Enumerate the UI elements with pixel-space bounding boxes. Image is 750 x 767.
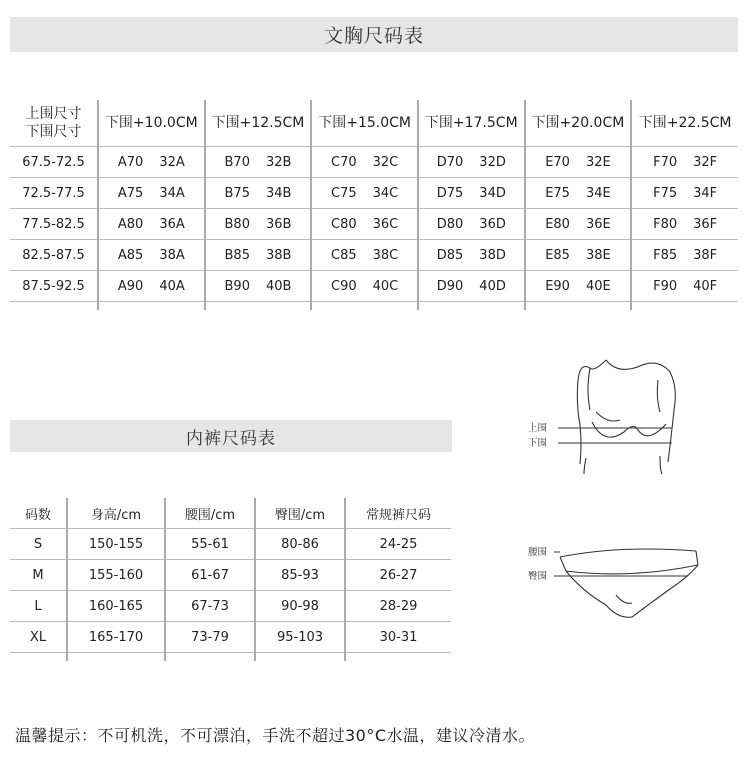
us-size: 40F [693,278,718,294]
bra-size-cell [98,271,205,302]
us-size: 40B [265,278,292,294]
bra-size-cell [98,240,205,271]
panty-column-header: 臀围/cm [255,498,345,529]
eu-size: E80 [545,216,570,232]
us-size: 40A [159,278,185,294]
brief-hip-label: 臀围 [528,571,548,582]
bra-size-cell [631,209,738,240]
panty-size-cell: 30-31 [345,622,451,653]
panty-size-cell: 160-165 [67,591,165,622]
bra-column-header: 下围+17.5CM [418,100,525,147]
panty-header-row [10,498,451,529]
torso-measurement-figure [520,350,690,475]
eu-size: C80 [331,216,357,232]
panty-table-row [10,622,451,653]
panty-size-cell: 61-67 [165,560,255,591]
care-note: 温馨提示：不可机洗，不可漂泊，手洗不超过30°C水温，建议冷清水。 [15,726,536,745]
eu-size: A90 [117,278,144,294]
bra-size-title: 文胸尺码表 [10,17,738,52]
panty-table-row [10,529,451,560]
bra-size-cell [98,209,205,240]
brief-measurement-figure [520,535,720,630]
panty-size-cell: 95-103 [255,622,345,653]
eu-size: D75 [436,185,464,201]
us-size: 36A [159,216,185,232]
eu-size: F90 [653,278,678,294]
panty-size-cell: 55-61 [165,529,255,560]
eu-size: D85 [436,247,464,263]
bra-size-cell [525,178,632,209]
bra-size-cell [98,178,205,209]
panty-size-code: M [10,560,67,591]
panty-size-cell: 26-27 [345,560,451,591]
panty-column-header: 码数 [10,498,67,529]
panty-column-header: 常规裤尺码 [345,498,451,529]
under-bust-range: 77.5-82.5 [10,209,98,240]
panty-size-cell: 165-170 [67,622,165,653]
us-size: 32D [479,154,506,170]
under-bust-range: 67.5-72.5 [10,147,98,178]
upper-bust-label: 上围尺寸 [25,106,82,122]
eu-size: F70 [653,154,678,170]
panty-size-code: XL [10,622,67,653]
panty-column-header: 腰围/cm [165,498,255,529]
bra-column-header: 下围+22.5CM [631,100,738,147]
bra-size-cell [418,271,525,302]
table-stub-row [10,302,738,311]
us-size: 40C [372,278,399,294]
bra-table-row [10,209,738,240]
eu-size: B90 [224,278,250,294]
us-size: 36E [585,216,611,232]
bra-size-cell [205,271,312,302]
bra-size-cell [631,178,738,209]
bra-table-row [10,271,738,302]
us-size: 34A [159,185,185,201]
panty-size-cell: 90-98 [255,591,345,622]
eu-size: C90 [331,278,357,294]
eu-size: F75 [653,185,678,201]
bra-size-cell [525,240,632,271]
brief-waist-label: 腰围 [528,547,548,558]
eu-size: B80 [224,216,250,232]
eu-size: C85 [331,247,357,263]
torso-lower-label: 下围 [528,438,548,449]
us-size: 34D [479,185,506,201]
panty-size-cell: 150-155 [67,529,165,560]
torso-upper-label: 上围 [528,423,548,434]
bra-size-cell [418,209,525,240]
eu-size: D90 [436,278,464,294]
bra-column-header: 下围+20.0CM [525,100,632,147]
us-size: 38E [585,247,611,263]
panty-size-title: 内裤尺码表 [10,420,452,452]
under-bust-range: 87.5-92.5 [10,271,98,302]
bra-header-row [10,100,738,147]
bra-column-header: 下围+10.0CM [98,100,205,147]
panty-size-cell: 67-73 [165,591,255,622]
panty-size-cell: 155-160 [67,560,165,591]
us-size: 32A [159,154,185,170]
panty-size-cell: 24-25 [345,529,451,560]
us-size: 36C [372,216,399,232]
bra-size-cell [311,147,418,178]
us-size: 38C [372,247,399,263]
us-size: 38F [693,247,718,263]
panty-size-table [10,498,451,661]
under-bust-range: 72.5-77.5 [10,178,98,209]
us-size: 32F [693,154,718,170]
bra-column-header: 下围+15.0CM [311,100,418,147]
bra-size-cell [418,240,525,271]
bra-corner-header [10,100,98,147]
bra-size-cell [205,147,312,178]
eu-size: F80 [653,216,678,232]
eu-size: E85 [545,247,570,263]
eu-size: B85 [224,247,250,263]
under-bust-range: 82.5-87.5 [10,240,98,271]
bra-size-cell [311,209,418,240]
us-size: 36F [693,216,718,232]
bra-size-cell [525,209,632,240]
bra-size-cell [418,147,525,178]
eu-size: E75 [545,185,570,201]
bra-size-cell [311,271,418,302]
eu-size: A70 [117,154,144,170]
bra-table-row [10,178,738,209]
us-size: 34E [585,185,611,201]
bra-size-cell [525,271,632,302]
bra-size-cell [631,240,738,271]
bra-size-cell [631,147,738,178]
eu-size: F85 [653,247,678,263]
bra-size-cell [631,271,738,302]
eu-size: C70 [331,154,357,170]
bra-table-row [10,240,738,271]
panty-table-row [10,591,451,622]
us-size: 38D [479,247,506,263]
panty-table-row [10,560,451,591]
bra-size-cell [205,209,312,240]
panty-column-header: 身高/cm [67,498,165,529]
bra-size-cell [205,178,312,209]
bra-size-cell [205,240,312,271]
us-size: 38A [159,247,185,263]
eu-size: D80 [436,216,464,232]
eu-size: A80 [117,216,144,232]
us-size: 32E [585,154,611,170]
eu-size: C75 [331,185,357,201]
panty-size-cell: 85-93 [255,560,345,591]
table-stub-row [10,653,451,662]
us-size: 40E [585,278,611,294]
panty-size-code: S [10,529,67,560]
us-size: 34F [693,185,718,201]
bra-size-cell [525,147,632,178]
bra-size-cell [311,240,418,271]
us-size: 32B [265,154,292,170]
bra-table-row [10,147,738,178]
eu-size: B70 [224,154,250,170]
bra-size-cell [311,178,418,209]
us-size: 40D [479,278,506,294]
eu-size: E90 [545,278,570,294]
bra-column-header: 下围+12.5CM [205,100,312,147]
us-size: 32C [372,154,399,170]
us-size: 36D [479,216,506,232]
eu-size: A85 [117,247,144,263]
bra-size-cell [418,178,525,209]
us-size: 34C [372,185,399,201]
panty-size-cell: 73-79 [165,622,255,653]
panty-size-code: L [10,591,67,622]
panty-size-cell: 28-29 [345,591,451,622]
panty-size-cell: 80-86 [255,529,345,560]
us-size: 34B [265,185,292,201]
bra-size-cell [98,147,205,178]
us-size: 38B [265,247,292,263]
eu-size: E70 [545,154,570,170]
under-bust-label: 下围尺寸 [25,124,82,140]
bra-size-table [10,100,738,310]
eu-size: D70 [436,154,464,170]
us-size: 36B [265,216,292,232]
eu-size: B75 [224,185,250,201]
eu-size: A75 [117,185,144,201]
